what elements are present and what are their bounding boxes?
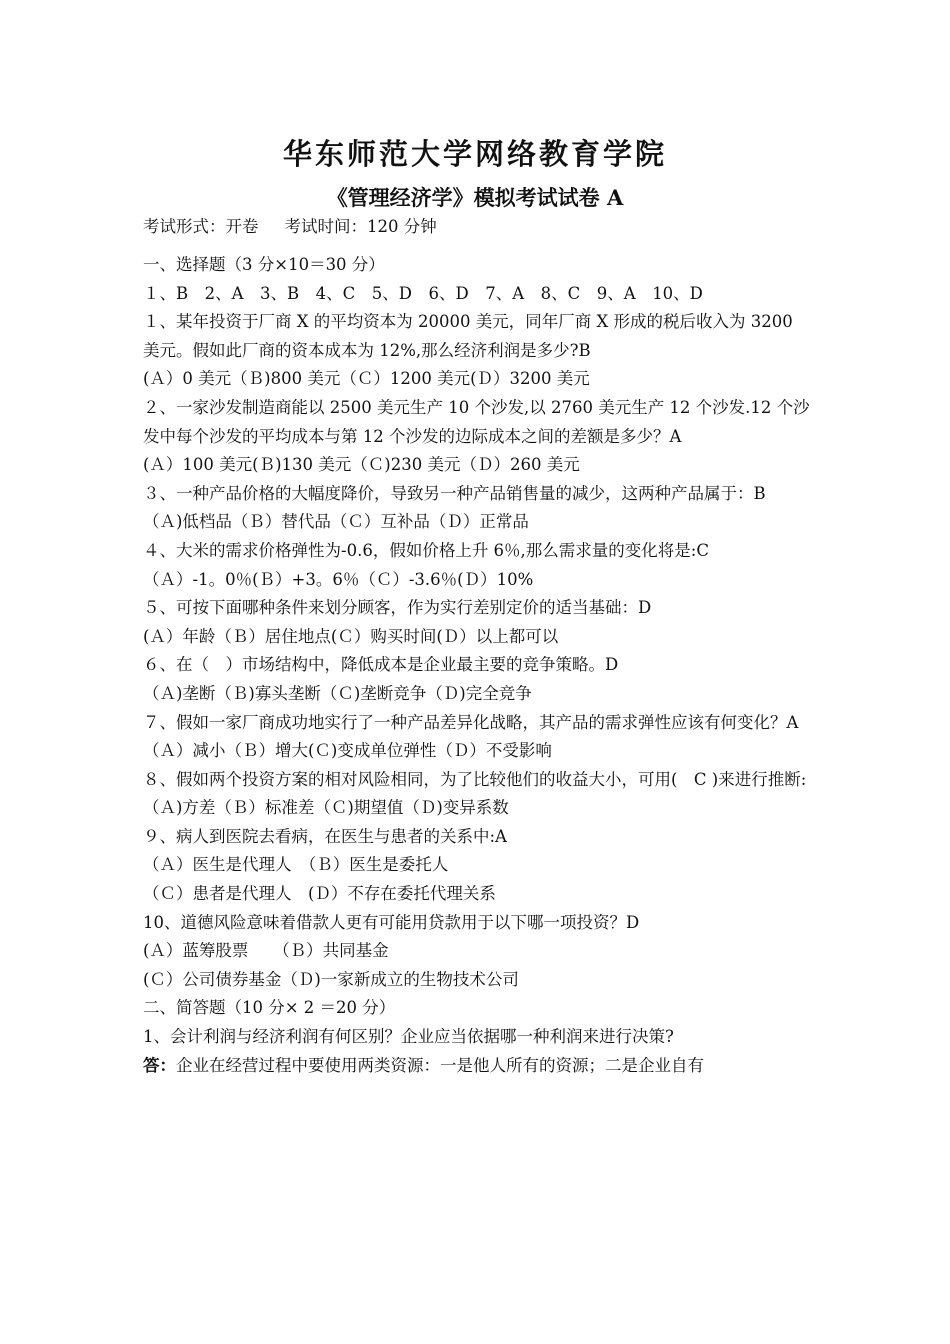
question-10-options-a: (Ａ）蓝筹股票 （Ｂ）共同基金 <box>143 941 389 961</box>
question-3-stem: ３、一种产品价格的大幅度降价，导致另一种产品销售量的减少，这两种产品属于：B <box>143 483 766 503</box>
question-4-stem: ４、大米的需求价格弹性为-0.6，假如价格上升 6％,那么需求量的变化将是:C <box>143 540 709 560</box>
question-3-options: （Ａ)低档品（Ｂ）替代品（Ｃ）互补品（Ｄ）正常品 <box>143 512 529 532</box>
answer-text: 企业在经营过程中要使用两类资源：一是他人所有的资源；二是企业自有 <box>176 1055 704 1075</box>
question-1-options: (Ａ）0 美元（Ｂ)800 美元（Ｃ）1200 美元(Ｄ）3200 美元 <box>143 369 590 389</box>
question-5-options: (Ａ）年龄（Ｂ）居住地点(Ｃ）购买时间(Ｄ）以上都可以 <box>143 626 559 646</box>
question-8-stem: ８、假如两个投资方案的相对风险相同，为了比较他们的收益大小，可用( C )来进行推断: <box>143 769 807 789</box>
school-title: 华东师范大学网络教育学院 <box>282 137 667 171</box>
exam-title: 《管理经济学》模拟考试试卷 A <box>326 185 624 210</box>
answer-label: 答： <box>143 1055 176 1075</box>
question-9-options-b: （Ｃ）患者是代理人 (Ｄ）不存在委托代理关系 <box>143 884 496 904</box>
question-2-stem: ２、一家沙发制造商能以 2500 美元生产 10 个沙发,以 2760 美元生产 12 个沙发.12 个沙发中每个沙发的平均成本与第 12 个沙发的边际成本之间的差额是多少？A <box>143 397 810 446</box>
question-9-options-a: （Ａ）医生是代理人 （Ｂ）医生是委托人 <box>143 855 449 875</box>
question-9-stem: ９、病人到医院去看病，在医生与患者的关系中:A <box>143 826 507 846</box>
section2-heading: 二、简答题（10 分× 2 ＝20 分） <box>143 998 396 1018</box>
question-4-options: （Ａ）-1。0％(Ｂ）+3。6％（Ｃ）-3.6％(Ｄ）10% <box>143 569 534 589</box>
exam-meta <box>143 215 811 239</box>
answer-key: １、B 2、A 3、B 4、C 5、D 6、D 7、A 8、C 9、A 10、D <box>143 283 703 303</box>
question-7-options: （Ａ）减小（Ｂ）增大(Ｃ)变成单位弹性（Ｄ）不受影响 <box>143 741 552 761</box>
short-answer-1 <box>143 1052 811 1081</box>
short-question-1: 1、会计利润与经济利润有何区别？企业应当依据哪一种利润来进行决策? <box>143 1027 674 1047</box>
question-10-stem: 10、道德风险意味着借款人更有可能用贷款用于以下哪一项投资？D <box>143 912 640 932</box>
exam-body <box>143 215 811 1080</box>
question-6-stem: ６、在（ ）市场结构中，降低成本是企业最主要的竞争策略。D <box>143 655 619 675</box>
question-7-stem: ７、假如一家厂商成功地实行了一种产品差异化战略，其产品的需求弹性应该有何变化？A <box>143 712 799 732</box>
question-2-options: (Ａ）100 美元(Ｂ)130 美元（Ｃ)230 美元（Ｄ）260 美元 <box>143 455 580 475</box>
section1-heading: 一、选择题（3 分×10＝30 分） <box>143 255 385 274</box>
exam-time: 考试时间：120 分钟 <box>284 217 437 236</box>
question-6-options: （Ａ)垄断（Ｂ)寡头垄断（Ｃ)垄断竞争（Ｄ)完全竞争 <box>143 683 532 703</box>
question-10-options-b: (Ｃ）公司债券基金（Ｄ)一家新成立的生物技术公司 <box>143 969 519 989</box>
question-5-stem: ５、可按下面哪种条件来划分顾客，作为实行差别定价的适当基础：D <box>143 598 652 618</box>
question-8-options: （Ａ)方差（Ｂ）标准差（Ｃ)期望值（Ｄ)变异系数 <box>143 798 509 818</box>
exam-form: 考试形式：开卷 <box>143 217 259 236</box>
question-1-stem: １、某年投资于厂商 X 的平均资本为 20000 美元，同年厂商 X 形成的税后收入为 3200 美元。假如此厂商的资本成本为 12%,那么经济利润是多少?B <box>143 312 793 360</box>
